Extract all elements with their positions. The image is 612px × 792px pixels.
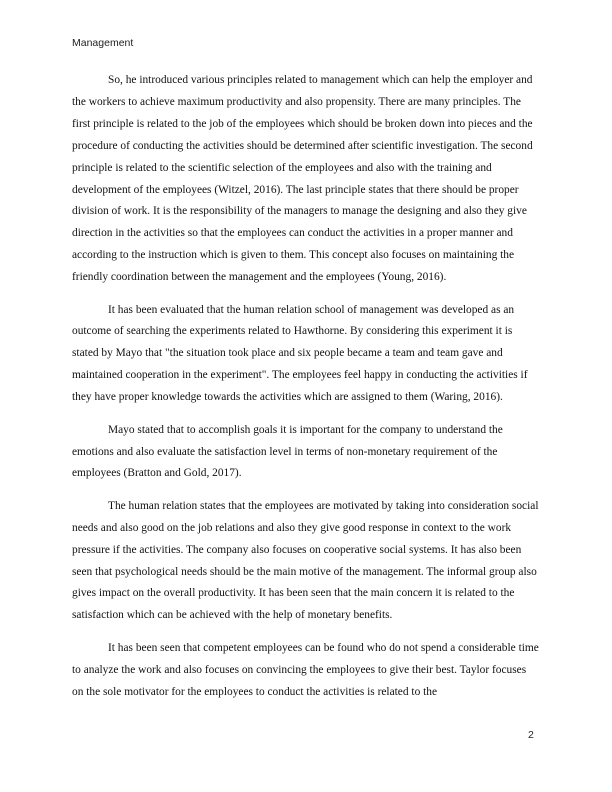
paragraph-4: The human relation states that the employees are motivated by taking into consideration social needs and also good on the job relations and also they give good response in context to the work pressure if the activities. The company also focuses on cooperative social systems. It has also been seen that psychological needs should be the main motive of the management. The informal group also gives impact on the overall productivity. It has been seen that the main concern it is related to the satisfaction which can be achieved with the help of monetary benefits. <box>72 499 539 622</box>
paragraph-2: It has been evaluated that the human relation school of management was developed as an outcome of searching the experiments related to Hawthorne. By considering this experiment it is stated by Mayo that "the situation took place and six people became a team and team gave and maintained cooperation in the experiment". The employees feel happy in conducting the activities if they have proper knowledge towards the activities which are assigned to them (Waring, 2016). <box>72 303 528 404</box>
document-body <box>72 70 540 714</box>
paragraph-1: So, he introduced various principles related to management which can help the employer and the workers to achieve maximum productivity and also propensity. There are many principles. The first principle is related to the job of the employees which should be broken down into pieces and the procedure of conducting the activities should be determined after scientific investigation. The second principle is related to the scientific selection of the employees and also with the training and development of the employees (Witzel, 2016). The last principle states that there should be proper division of work. It is the responsibility of the managers to manage the designing and also they give direction in the activities so that the employees can conduct the activities in a proper manner and according to the instruction which is given to them. This concept also focuses on maintaining the friendly coordination between the management and the employees (Young, 2016). <box>72 74 533 284</box>
paragraph-5: It has been seen that competent employees can be found who do not spend a considerable time to analyze the work and also focuses on convincing the employees to give their best. Taylor focuses on the sole motivator for the employees to conduct the activities is related to the <box>72 641 539 698</box>
paragraph-3: Mayo stated that to accomplish goals it is important for the company to understand the emotions and also evaluate the satisfaction level in terms of non-monetary requirement of the employees (Bratton and Gold, 2017). <box>72 423 503 480</box>
page-number: 2 <box>528 729 534 741</box>
running-header: Management <box>72 37 134 49</box>
